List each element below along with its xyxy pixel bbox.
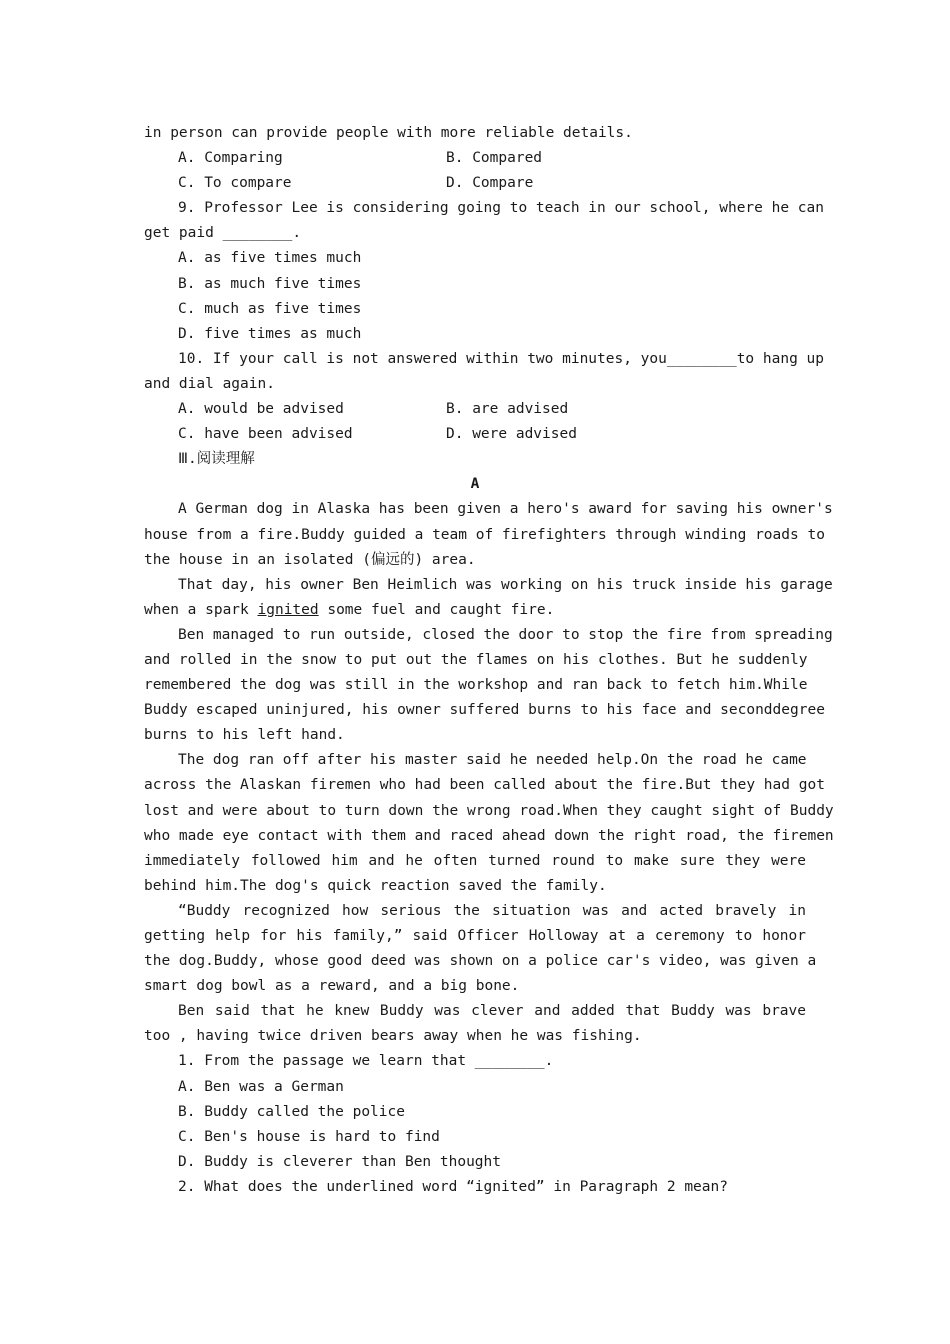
rq1-option-a: A. Ben was a German [178,1078,344,1095]
q10-options-row-1 [144,397,806,422]
q9-stem-line-1: 9. Professor Lee is considering going to teach in our school, where he can [178,200,825,217]
p2-line-1: That day, his owner Ben Heimlich was working on his truck inside his garage [178,576,833,593]
p4-line-3: lost and were about to turn down the wrong road.When they caught sight of Buddy [144,802,834,819]
p3-line-3: remembered the dog was still in the workshop and ran back to fetch him.While [144,677,808,694]
q10-stem-line-2: and dial again. [144,375,275,392]
passage-label: A [470,476,480,493]
q10-stem-line-1: 10. If your call is not answered within two minutes, you________to hang up [178,350,825,367]
rq1-stem: 1. From the passage we learn that ________. [178,1053,554,1070]
q10-option-d: D. were advised [446,426,577,443]
p2-line-2 [144,598,806,623]
page-content [144,121,834,1200]
p4-line-2: across the Alaskan firemen who had been called about the fire.But they had got [144,777,825,794]
p4-line-1: The dog ran off after his master said he needed help.On the road he came [178,752,807,769]
q8-option-a: A. Comparing [178,150,283,167]
p3-line-4: Buddy escaped uninjured, his owner suffered burns to his face and seconddegree [144,702,825,719]
p2-text-post: some fuel and caught fire. [318,601,555,618]
q10-options-row-2 [144,422,806,447]
p5-line-4: smart dog bowl as a reward, and a big bone. [144,978,520,995]
p5-line-2: getting help for his family,” said Officer Holloway at a ceremony to honor [144,928,806,944]
p5-line-3: the dog.Buddy, whose good deed was shown on a police car's video, was given a [144,953,817,970]
p4-line-4: who made eye contact with them and raced ahead down the right road, the firemen [144,827,834,844]
q9-option-a: A. as five times much [178,250,362,267]
rq1-option-c: C. Ben's house is hard to find [178,1128,440,1145]
q9-option-b: B. as much five times [178,275,362,292]
q9-stem-line-2: get paid ________. [144,225,302,242]
p3-line-5: burns to his left hand. [144,727,345,744]
q9-option-c: C. much as five times [178,300,362,317]
p1-line-3: the house in an isolated (偏远的) area. [144,551,476,568]
section-heading: Ⅲ.阅读理解 [178,451,255,468]
q8-options-row-2 [144,171,806,196]
p1-line-1: A German dog in Alaska has been given a hero's award for saving his owner's [178,501,833,518]
p1-line-2: house from a fire.Buddy guided a team of firefighters through winding roads to [144,526,825,543]
p3-line-2: and rolled in the snow to put out the flames on his clothes. But he suddenly [144,651,808,668]
p6-line-2: too , having twice driven bears away when he was fishing. [144,1028,642,1045]
q8-option-d: D. Compare [446,175,534,192]
rq2-stem: 2. What does the underlined word “ignited” in Paragraph 2 mean? [178,1178,728,1195]
p5-line-1: “Buddy recognized how serious the situation was and acted bravely in [178,902,806,919]
q9-option-d: D. five times as much [178,325,362,342]
q10-option-c: C. have been advised [178,426,353,443]
q8-options-row-1 [144,146,806,171]
q8-option-c: C. To compare [178,175,292,192]
p6-line-1: Ben said that he knew Buddy was clever and added that Buddy was brave [178,1003,806,1020]
rq1-option-d: D. Buddy is cleverer than Ben thought [178,1153,502,1170]
q10-option-a: A. would be advised [178,401,344,418]
q10-option-b: B. are advised [446,401,569,418]
p4-line-6: behind him.The dog's quick reaction saved the family. [144,877,607,894]
p4-line-5: immediately followed him and he often turned round to make sure they were [144,852,806,869]
underlined-word-ignited: ignited [257,601,319,618]
q8-stem-tail: in person can provide people with more reliable details. [144,125,633,141]
q8-option-b: B. Compared [446,150,543,167]
p2-text-pre: when a spark [144,601,258,618]
rq1-option-b: B. Buddy called the police [178,1103,405,1120]
p3-line-1: Ben managed to run outside, closed the door to stop the fire from spreading [178,626,833,643]
